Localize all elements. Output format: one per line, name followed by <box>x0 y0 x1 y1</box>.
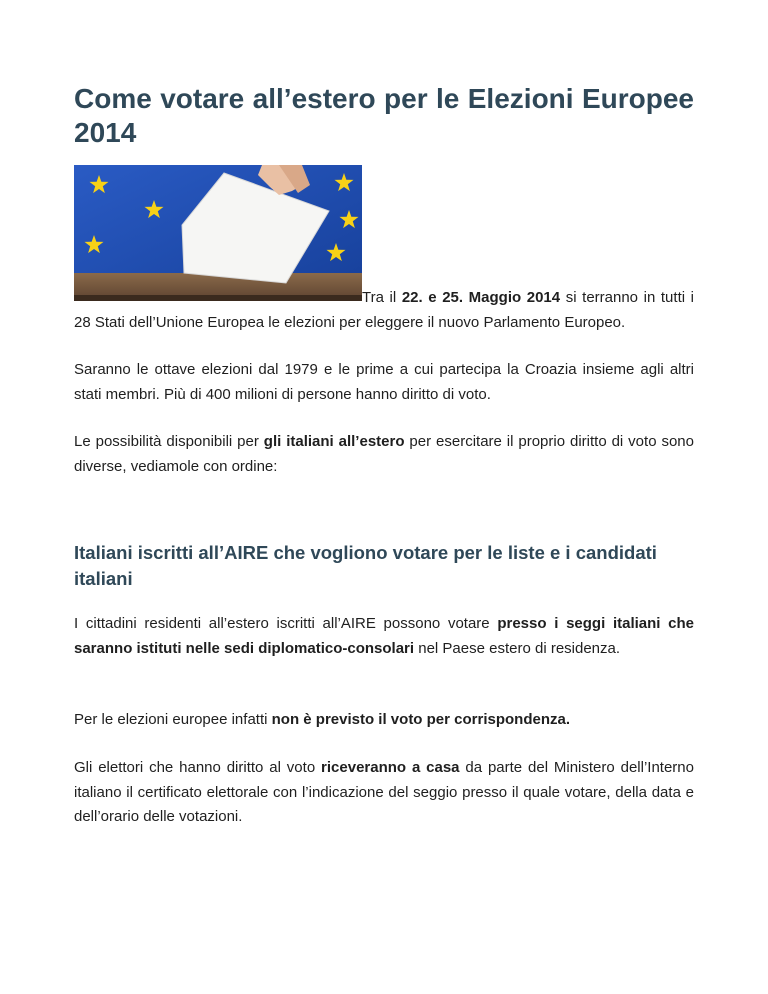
polling-stations-highlight: presso i seggi italiani che saranno istituti nelle sedi diplomatico-consolari <box>74 615 694 657</box>
page-title: Come votare all’estero per le Elezioni Europee 2014 <box>74 83 694 148</box>
section-heading: Italiani iscritti all’AIRE che vogliono votare per le liste e i candidati italiani <box>74 542 657 589</box>
paragraph-certificate: Gli elettori che hanno diritto al voto riceveranno a casa da parte del Ministero dell’Interno italiano il certificato elettorale con l’indicazione del seggio presso il quale votare, della data e dell’orario delle votazioni. <box>74 759 694 825</box>
paragraph-intro <box>74 286 694 335</box>
ballot-box-eu-flag-icon <box>74 165 362 301</box>
no-postal-vote-highlight: non è previsto il voto per corrispondenza. <box>271 711 571 728</box>
election-dates: 22. e 25. Maggio 2014 <box>401 289 561 306</box>
paragraph-options: Le possibilità disponibili per gli italiani all’estero per esercitare il proprio diritto di voto sono diverse, vediamole con ordine: <box>74 433 694 475</box>
paragraph-polling-stations: I cittadini residenti all’estero iscritti all’AIRE possono votare presso i seggi italiani che saranno istituti nelle sedi diplomatico-consolari nel Paese estero di residenza. <box>74 615 694 657</box>
intro-lead: Tra il <box>362 289 402 306</box>
intro-rest: si terranno in tutti i 28 Stati dell’Unione Europea le elezioni per eleggere il nuovo Parlamento Europeo. <box>74 289 695 331</box>
receive-at-home-highlight: riceveranno a casa <box>321 759 460 776</box>
paragraph-no-postal-vote: Per le elezioni europee infatti non è previsto il voto per corrispondenza. <box>74 711 571 728</box>
italians-abroad: gli italiani all’estero <box>263 433 405 450</box>
paragraph-elections-info: Saranno le ottave elezioni dal 1979 e le prime a cui partecipa la Croazia insieme agli altri stati membri. Più di 400 milioni di persone hanno diritto di voto. <box>74 361 694 403</box>
